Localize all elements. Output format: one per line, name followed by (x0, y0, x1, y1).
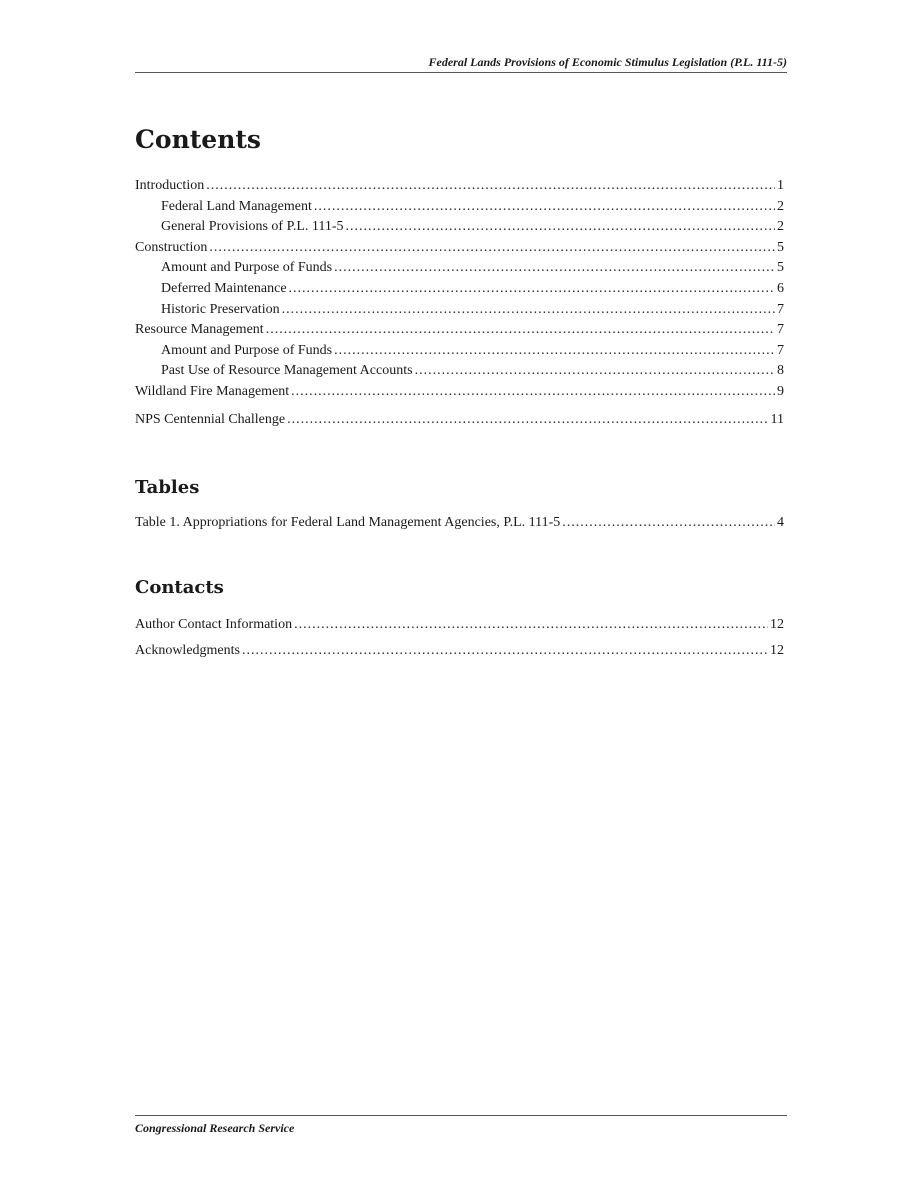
toc-entry-deferred-maintenance[interactable] (135, 279, 784, 300)
dot-leader (266, 320, 775, 341)
toc-entry-label: Introduction (135, 178, 205, 193)
dot-leader (334, 341, 775, 362)
toc-entry-label: Amount and Purpose of Funds (161, 260, 333, 276)
footer-publisher: Congressional Research Service (135, 1121, 295, 1135)
toc-entry-page: 7 (777, 322, 784, 338)
toc-entry-historic-preservation[interactable] (135, 300, 784, 321)
dot-leader (287, 410, 768, 431)
toc-entry-introduction[interactable] (135, 176, 784, 197)
toc-entry-label: General Provisions of P.L. 111-5 (161, 219, 344, 235)
contacts-list (135, 612, 784, 664)
toc-entry-page: 11 (770, 411, 784, 427)
contents-list (135, 176, 784, 430)
toc-entry-page: 8 (777, 363, 784, 379)
toc-entry-label: Historic Preservation (161, 301, 280, 317)
contacts-heading: Contacts (135, 577, 224, 598)
toc-entry-wildland-fire-management[interactable] (135, 382, 784, 403)
toc-entry-label: Past Use of Resource Management Accounts (161, 363, 413, 379)
toc-entry-page: 2 (777, 219, 784, 235)
toc-entry-resource-management[interactable] (135, 320, 784, 341)
toc-entry-past-use-accounts[interactable] (135, 361, 784, 382)
dot-leader (415, 361, 775, 382)
toc-entry-label: Construction (135, 239, 208, 255)
tables-list (135, 513, 784, 534)
toc-entry-label: Federal Land Management (161, 198, 312, 214)
dot-leader (289, 279, 775, 300)
toc-entry-construction-amount-purpose[interactable] (135, 258, 784, 279)
running-header (135, 54, 787, 73)
tables-heading: Tables (135, 477, 200, 498)
toc-entry-page: 7 (777, 342, 784, 358)
toc-entry-construction[interactable] (135, 238, 784, 259)
toc-entry-page: 5 (777, 239, 784, 255)
toc-entry-page: 2 (777, 198, 784, 214)
dot-leader (562, 513, 775, 534)
dot-leader (346, 217, 776, 238)
toc-entry-page: 1 (777, 178, 784, 193)
toc-entry-label: Wildland Fire Management (135, 383, 290, 399)
toc-entry-page: 5 (777, 260, 784, 276)
dot-leader (314, 197, 775, 218)
toc-entry-label: Author Contact Information (135, 617, 293, 632)
dot-leader (242, 638, 768, 664)
toc-entry-label: Acknowledgments (135, 643, 240, 658)
dot-leader (294, 612, 768, 638)
dot-leader (206, 176, 775, 197)
toc-entry-label: Deferred Maintenance (161, 280, 287, 296)
contents-heading: Contents (135, 125, 262, 154)
toc-entry-page: 12 (770, 643, 784, 658)
toc-entry-resource-amount-purpose[interactable] (135, 341, 784, 362)
toc-entry-general-provisions[interactable] (135, 217, 784, 238)
toc-entry-label: NPS Centennial Challenge (135, 411, 286, 427)
toc-entry-label: Amount and Purpose of Funds (161, 342, 333, 358)
dot-leader (291, 382, 775, 403)
toc-entry-nps-centennial-challenge[interactable] (135, 410, 784, 431)
toc-entry-author-contact[interactable] (135, 612, 784, 638)
toc-entry-federal-land-management[interactable] (135, 197, 784, 218)
toc-entry-page: 6 (777, 280, 784, 296)
dot-leader (334, 258, 775, 279)
toc-entry-acknowledgments[interactable] (135, 638, 784, 664)
toc-entry-page: 9 (777, 383, 784, 399)
dot-leader (282, 300, 775, 321)
running-header-title: Federal Lands Provisions of Economic Stimulus Legislation (P.L. 111-5) (428, 55, 787, 69)
toc-entry-label: Table 1. Appropriations for Federal Land Management Agencies, P.L. 111-5 (135, 515, 561, 530)
toc-entry-page: 4 (777, 515, 784, 530)
toc-entry-page: 12 (770, 617, 784, 632)
toc-entry-page: 7 (777, 301, 784, 317)
page-footer (135, 1115, 787, 1136)
toc-entry-label: Resource Management (135, 322, 264, 338)
dot-leader (209, 238, 775, 259)
toc-entry-table-1[interactable] (135, 513, 784, 534)
